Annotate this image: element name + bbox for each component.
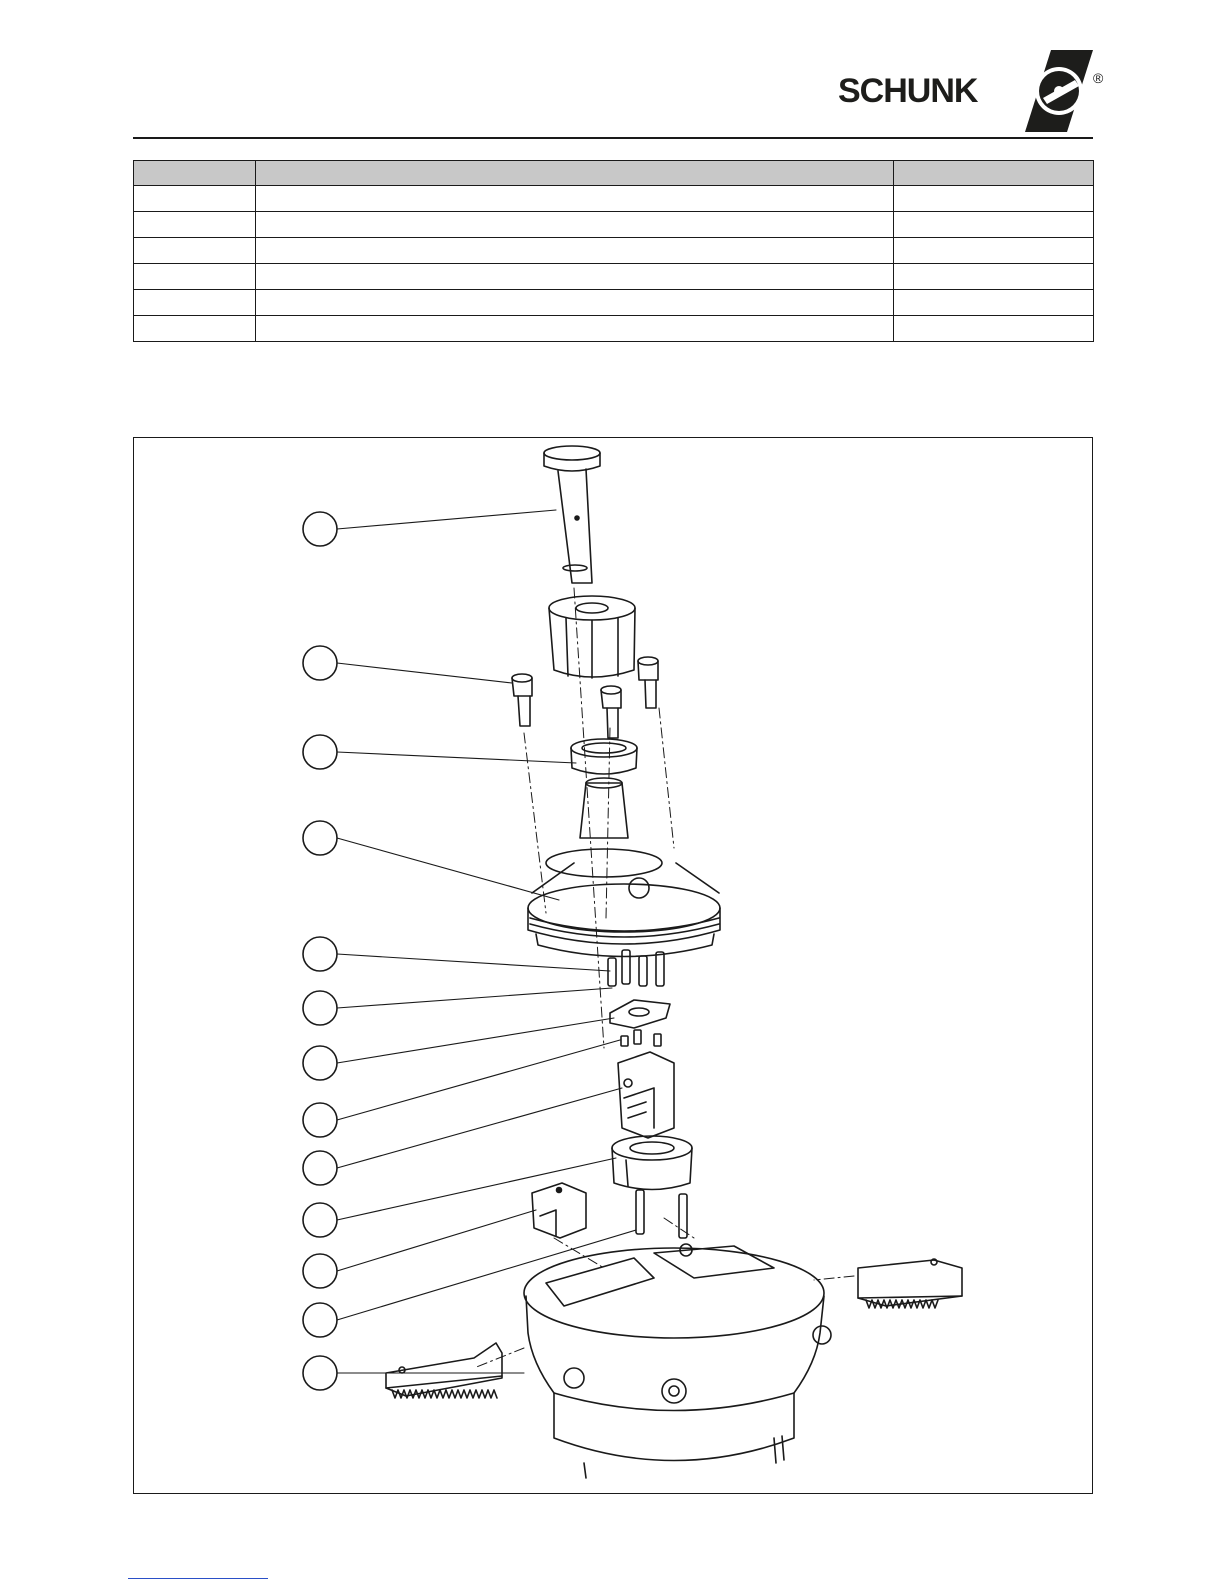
table-cell bbox=[256, 264, 894, 290]
callout-8 bbox=[303, 1103, 337, 1137]
table-row bbox=[134, 212, 1094, 238]
table-row bbox=[134, 186, 1094, 212]
exploded-view-drawing bbox=[134, 438, 1092, 1493]
callout-2 bbox=[303, 646, 337, 680]
table-cell bbox=[134, 186, 256, 212]
callout-4 bbox=[303, 821, 337, 855]
table-cell bbox=[894, 316, 1094, 342]
schunk-logo-mark-icon bbox=[1023, 50, 1093, 132]
leader-lines bbox=[337, 510, 636, 1373]
callout-9 bbox=[303, 1151, 337, 1185]
part-ring-nut bbox=[571, 739, 637, 774]
callout-10 bbox=[303, 1203, 337, 1237]
table-cell bbox=[894, 186, 1094, 212]
table-cell bbox=[256, 290, 894, 316]
callout-1 bbox=[303, 512, 337, 546]
callout-circles bbox=[303, 512, 337, 1390]
registered-mark: ® bbox=[1093, 70, 1104, 86]
part-pins bbox=[608, 950, 664, 986]
part-split-ring bbox=[612, 1136, 692, 1190]
callout-6 bbox=[303, 991, 337, 1025]
table-cell bbox=[894, 238, 1094, 264]
callout-3 bbox=[303, 735, 337, 769]
table-row bbox=[134, 316, 1094, 342]
part-long-screws bbox=[636, 1190, 687, 1238]
callout-7 bbox=[303, 1046, 337, 1080]
table-cell bbox=[256, 316, 894, 342]
table-cell bbox=[894, 290, 1094, 316]
table-cell bbox=[894, 212, 1094, 238]
table-cell bbox=[256, 238, 894, 264]
part-chuck-base bbox=[524, 1244, 831, 1478]
table-cell bbox=[134, 290, 256, 316]
part-small-screws bbox=[621, 1030, 661, 1046]
callout-13 bbox=[303, 1356, 337, 1390]
table-row bbox=[134, 290, 1094, 316]
part-plate bbox=[610, 1000, 670, 1028]
column-header bbox=[256, 161, 894, 186]
exploded-view-figure bbox=[133, 437, 1093, 1494]
part-mandrel bbox=[544, 446, 600, 583]
part-base-jaw-left bbox=[386, 1343, 502, 1398]
part-chuck-body bbox=[528, 778, 720, 957]
part-housing bbox=[549, 596, 635, 678]
table-row bbox=[134, 238, 1094, 264]
brand-logo-text: SCHUNK bbox=[838, 72, 978, 110]
table-header-row bbox=[134, 161, 1094, 186]
callout-12 bbox=[303, 1303, 337, 1337]
table-cell bbox=[894, 264, 1094, 290]
table-cell bbox=[134, 238, 256, 264]
column-header bbox=[894, 161, 1094, 186]
table-cell bbox=[134, 264, 256, 290]
footer-link-underline[interactable] bbox=[128, 1578, 268, 1579]
table-row bbox=[134, 264, 1094, 290]
part-base-jaw-right bbox=[858, 1259, 962, 1308]
header-rule bbox=[133, 137, 1093, 139]
schunk-logo bbox=[838, 50, 1108, 132]
column-header bbox=[134, 161, 256, 186]
part-wedge-hook bbox=[618, 1052, 674, 1138]
callout-5 bbox=[303, 937, 337, 971]
table-cell bbox=[256, 186, 894, 212]
part-cap-screws bbox=[512, 657, 658, 738]
callout-11 bbox=[303, 1254, 337, 1288]
part-top-jaw-block bbox=[532, 1183, 586, 1238]
parts-table bbox=[133, 160, 1094, 342]
table-cell bbox=[256, 212, 894, 238]
table-cell bbox=[134, 316, 256, 342]
table-cell bbox=[134, 212, 256, 238]
